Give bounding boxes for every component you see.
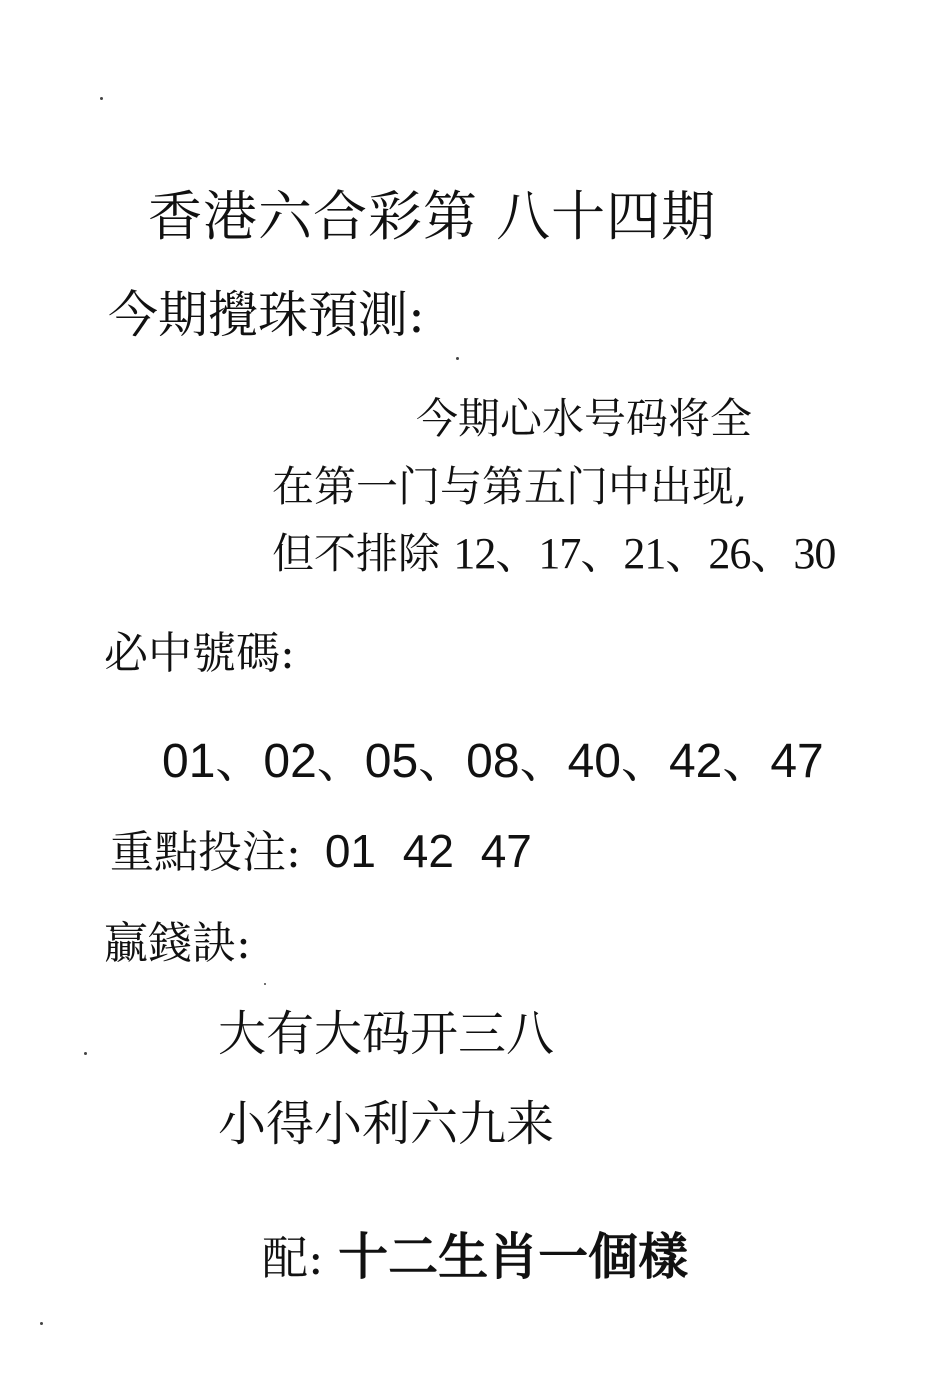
must-win-numbers: 01、02、05、08、40、42、47	[162, 735, 824, 788]
win-formula-line-2: 小得小利六九来	[218, 1096, 555, 1152]
win-formula-heading: 贏錢訣:	[104, 918, 251, 969]
must-win-heading: 必中號碼:	[104, 628, 295, 679]
scan-speck	[100, 97, 103, 100]
scan-speck	[456, 357, 459, 360]
focus-bet-row	[110, 825, 532, 878]
pairing-text: 十二生肖一個樣	[338, 1227, 689, 1286]
scan-speck	[40, 1322, 43, 1325]
page-title: 香港六合彩第 八十四期	[148, 185, 717, 248]
pairing-label: 配:	[262, 1231, 324, 1285]
focus-bet-numbers: 01 42 47	[324, 825, 532, 877]
scan-speck	[84, 1052, 87, 1055]
prediction-excluded-numbers: 12、17、21、26、30	[453, 529, 836, 578]
prediction-line-2: 在第一门与第五门中出现,	[272, 462, 748, 511]
prediction-line-3-text: 但不排除	[272, 529, 441, 578]
win-formula-line-1: 大有大码开三八	[218, 1006, 555, 1062]
focus-bet-heading: 重點投注:	[110, 827, 301, 878]
pairing-row	[262, 1227, 689, 1286]
prediction-heading: 今期攪珠預測:	[108, 286, 425, 344]
prediction-line-3	[272, 529, 836, 578]
scan-speck	[264, 983, 266, 985]
prediction-line-1: 今期心水号码将全	[416, 394, 753, 443]
